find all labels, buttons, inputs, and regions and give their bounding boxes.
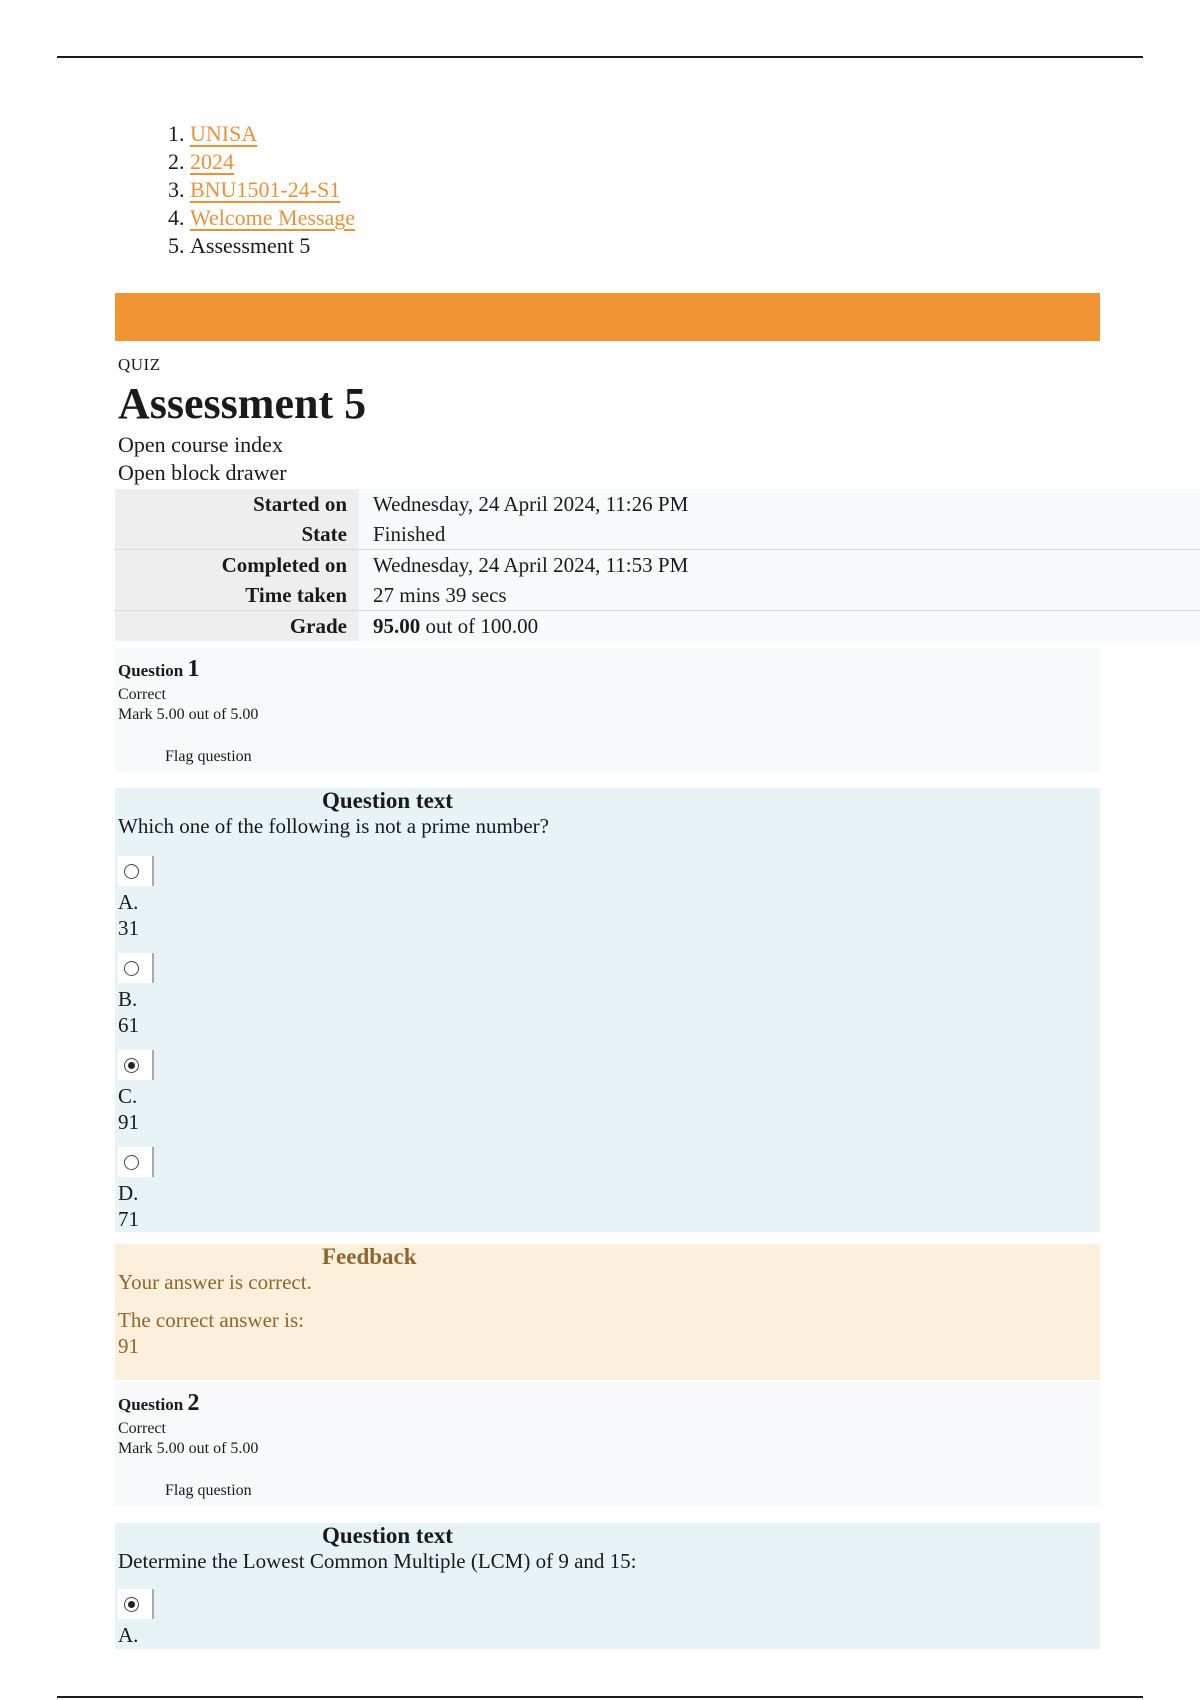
feedback-message: Your answer is correct. <box>118 1270 312 1294</box>
option-b-radio-wrap[interactable] <box>118 953 154 983</box>
correct-answer-value: 91 <box>118 1334 139 1358</box>
bottom-rule <box>57 1696 1143 1698</box>
open-course-index-link[interactable]: Open course index <box>118 432 283 457</box>
breadcrumb-item[interactable] <box>190 204 355 232</box>
option-d-radio[interactable] <box>124 1155 139 1170</box>
option-value: 71 <box>118 1207 139 1231</box>
completed-on-label: Completed on <box>115 550 359 581</box>
option-letter: A. <box>118 890 139 914</box>
question-number: 2 <box>187 1390 200 1416</box>
question-1-state: Correct <box>118 686 166 703</box>
breadcrumb-item[interactable] <box>190 176 355 204</box>
grade-out-of: out of 100.00 <box>420 613 539 638</box>
summary-row-state <box>115 519 1200 550</box>
summary-row-completed <box>115 550 1200 581</box>
question-1-flag-button[interactable]: Flag question <box>165 748 252 765</box>
grade-score: 95.00 <box>373 613 421 638</box>
breadcrumb <box>150 120 355 260</box>
option-d-radio-wrap[interactable] <box>118 1147 154 1177</box>
option-a-radio-selected[interactable] <box>124 1597 139 1612</box>
started-on-value: Wednesday, 24 April 2024, 11:26 PM <box>359 489 1200 519</box>
completed-on-value: Wednesday, 24 April 2024, 11:53 PM <box>359 550 1200 581</box>
option-value: 91 <box>118 1110 139 1134</box>
breadcrumb-link-welcome[interactable]: Welcome Message <box>190 205 355 230</box>
summary-row-time <box>115 580 1200 611</box>
option-b-radio[interactable] <box>124 961 139 976</box>
question-1-prompt: Which one of the following is not a prime number? <box>118 814 549 838</box>
option-a-radio-wrap[interactable] <box>118 1589 154 1619</box>
top-rule <box>57 56 1143 58</box>
option-c-radio-wrap[interactable] <box>118 1050 154 1080</box>
breadcrumb-current-label: Assessment 5 <box>190 233 311 258</box>
correct-answer-label: The correct answer is: <box>118 1308 304 1332</box>
header-accent-bar <box>115 293 1100 341</box>
time-taken-label: Time taken <box>115 580 359 611</box>
question-text-heading: Question text <box>322 788 453 813</box>
state-label: State <box>115 519 359 550</box>
option-c-radio-selected[interactable] <box>124 1058 139 1073</box>
breadcrumb-link-course[interactable]: BNU1501-24-S1 <box>190 177 341 202</box>
option-letter: B. <box>118 987 138 1011</box>
option-value: 61 <box>118 1013 139 1037</box>
question-2-state: Correct <box>118 1420 166 1437</box>
question-1-mark: Mark 5.00 out of 5.00 <box>118 706 259 723</box>
grade-label: Grade <box>115 611 359 642</box>
option-a-radio-wrap[interactable] <box>118 856 154 886</box>
question-label: Question <box>118 1395 184 1414</box>
page-header <box>118 355 366 487</box>
state-value: Finished <box>359 519 1200 550</box>
option-a-radio[interactable] <box>124 864 139 879</box>
option-letter: C. <box>118 1084 138 1108</box>
option-value: 31 <box>118 916 139 940</box>
question-2-prompt: Determine the Lowest Common Multiple (LCM) of 9 and 15: <box>118 1549 637 1573</box>
open-block-drawer-link[interactable]: Open block drawer <box>118 460 287 485</box>
time-taken-value: 27 mins 39 secs <box>359 580 1200 611</box>
breadcrumb-item[interactable] <box>190 148 355 176</box>
question-label: Question <box>118 661 184 680</box>
started-on-label: Started on <box>115 489 359 519</box>
grade-value <box>359 611 1200 642</box>
breadcrumb-link-year[interactable]: 2024 <box>190 149 234 174</box>
question-1-info <box>115 648 1100 772</box>
question-number: 1 <box>187 656 200 682</box>
feedback-heading: Feedback <box>322 1244 417 1269</box>
attempt-summary-table <box>115 489 1200 641</box>
question-text-heading: Question text <box>322 1523 453 1548</box>
breadcrumb-item-current <box>190 232 355 260</box>
question-2-number <box>118 1390 199 1417</box>
question-2-text-panel <box>115 1523 1100 1649</box>
activity-type-label: QUIZ <box>118 355 161 374</box>
summary-row-grade <box>115 611 1200 642</box>
question-2-mark: Mark 5.00 out of 5.00 <box>118 1440 259 1457</box>
question-2-flag-button[interactable]: Flag question <box>165 1482 252 1499</box>
breadcrumb-link-unisa[interactable]: UNISA <box>190 121 258 146</box>
breadcrumb-item[interactable] <box>190 120 355 148</box>
question-1-text-panel <box>115 788 1100 1232</box>
question-2-info <box>115 1382 1100 1506</box>
question-1-number <box>118 656 199 683</box>
option-letter: A. <box>118 1623 139 1647</box>
option-letter: D. <box>118 1181 139 1205</box>
summary-row-started <box>115 489 1200 519</box>
page-title: Assessment 5 <box>118 379 367 428</box>
question-1-feedback-panel <box>115 1244 1100 1380</box>
